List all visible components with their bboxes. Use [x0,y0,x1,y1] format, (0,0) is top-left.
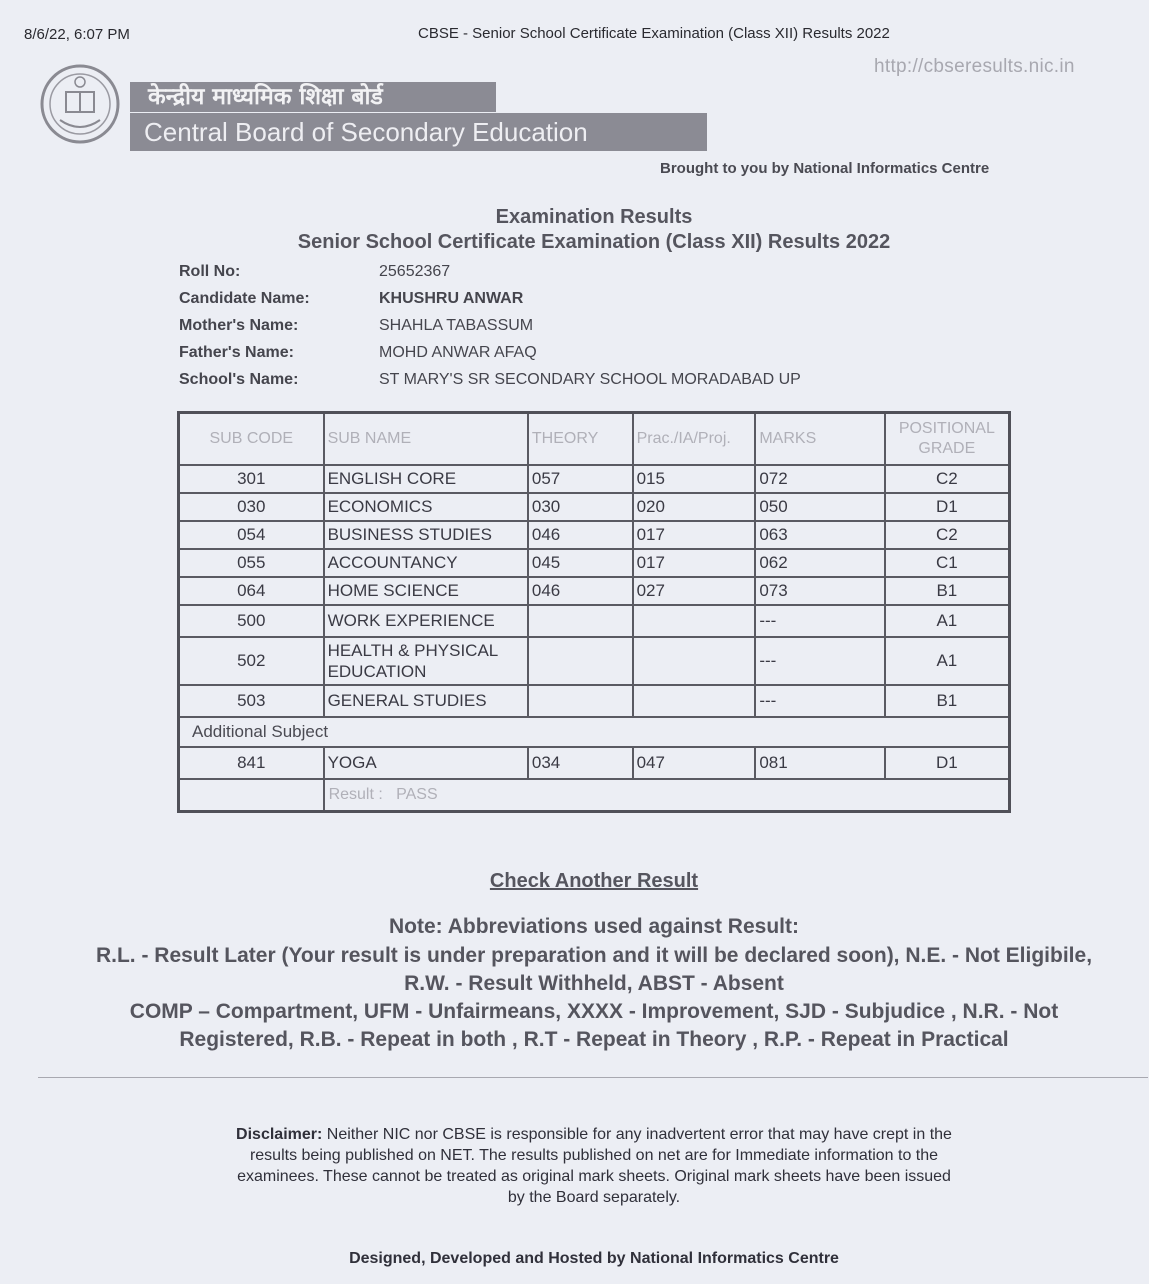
exam-results-heading: Examination Results [495,206,693,228]
disclaimer [170,1124,1018,1208]
exam-subtitle: Senior School Certificate Examination (Class XII) Results 2022 [297,231,891,253]
sub-name: YOGA [324,747,528,779]
theory-marks: 030 [528,493,633,521]
brought-by-text: Brought to you by National Informatics Centre [660,160,990,177]
table-row [179,747,1010,779]
sub-code: 064 [179,577,324,605]
sub-name: ECONOMICS [324,493,528,521]
prac-marks: 020 [633,493,756,521]
theory-marks: 046 [528,521,633,549]
sub-code: 500 [179,605,324,637]
sub-name: BUSINESS STUDIES [324,521,528,549]
header-sub-code: SUB CODE [179,413,324,466]
cbse-emblem-icon [38,62,122,146]
positional-grade: B1 [885,577,1010,605]
note-line-2: R.W. - Result Withheld, ABST - Absent [404,972,784,995]
sub-name: ACCOUNTANCY [324,549,528,577]
additional-subject-row [179,717,1010,747]
table-row [179,549,1010,577]
print-title: CBSE - Senior School Certificate Examination (Class XII) Results 2022 [418,25,890,42]
print-date: 8/6/22, 6:07 PM [24,26,130,43]
table-row [179,605,1010,637]
table-row [179,637,1010,685]
mother-name-value: SHAHLA TABASSUM [379,317,534,334]
total-marks: 050 [755,493,884,521]
candidate-name-value: KHUSHRU ANWAR [379,290,524,307]
sub-code: 301 [179,465,324,493]
header-marks: MARKS [755,413,884,466]
result-empty-cell [179,779,324,812]
roll-value: 25652367 [379,263,451,280]
theory-marks: 057 [528,465,633,493]
sub-code: 055 [179,549,324,577]
prac-marks: 047 [633,747,756,779]
prac-marks [633,685,756,717]
header-sub-name: SUB NAME [324,413,528,466]
note-line-3: COMP – Compartment, UFM - Unfairmeans, XXXX - Improvement, SJD - Subjudice , N.R. - Not [129,1000,1059,1023]
theory-marks [528,685,633,717]
header-prac: Prac./IA/Proj. [633,413,756,466]
sub-name-line1: HEALTH & PHYSICAL [327,641,499,660]
mother-name-label: Mother's Name: [179,317,299,334]
results-table [177,411,1011,813]
result-row [179,779,1010,812]
site-url-link[interactable]: http://cbseresults.nic.in [874,56,1075,77]
note-line-4: Registered, R.B. - Repeat in both , R.T - Repeat in Theory , R.P. - Repeat in Practical [179,1028,1009,1051]
prac-marks: 015 [633,465,756,493]
total-marks: --- [755,685,884,717]
positional-grade: A1 [885,605,1010,637]
total-marks: --- [755,605,884,637]
divider [38,1077,1148,1078]
header-grade [885,413,1010,466]
additional-subject-label: Additional Subject [179,717,1010,747]
sub-name: WORK EXPERIENCE [324,605,528,637]
table-row [179,493,1010,521]
banner-hindi-title: केन्द्रीय माध्यमिक शिक्षा बोर्ड [130,82,496,112]
prac-marks: 017 [633,549,756,577]
school-name-value: ST MARY'S SR SECONDARY SCHOOL MORADABAD UP [379,371,801,388]
candidate-name-label: Candidate Name: [179,290,310,307]
sub-code: 841 [179,747,324,779]
positional-grade: C2 [885,465,1010,493]
table-row [179,685,1010,717]
father-name-label: Father's Name: [179,344,294,361]
prac-marks: 017 [633,521,756,549]
sub-code: 503 [179,685,324,717]
note-line-1: R.L. - Result Later (Your result is under preparation and it will be declared soon), N.E. - Not Eligibile, [95,944,1093,967]
sub-name: ENGLISH CORE [324,465,528,493]
table-row [179,465,1010,493]
father-name-value: MOHD ANWAR AFAQ [379,344,537,361]
total-marks: --- [755,637,884,685]
table-row [179,577,1010,605]
positional-grade: C2 [885,521,1010,549]
sub-code: 030 [179,493,324,521]
disclaimer-text-3: examinees. These cannot be treated as original mark sheets. Original mark sheets have been issued [237,1168,951,1185]
total-marks: 072 [755,465,884,493]
banner-english-title: Central Board of Secondary Education [130,113,707,151]
roll-label: Roll No: [179,263,241,280]
header-grade-line1: POSITIONAL [898,420,995,437]
sub-code: 054 [179,521,324,549]
total-marks: 073 [755,577,884,605]
theory-marks [528,637,633,685]
school-name-label: School's Name: [179,371,299,388]
disclaimer-text-1: Neither NIC nor CBSE is responsible for any inadvertent error that may have crept in the [322,1126,952,1143]
footer-credit: Designed, Developed and Hosted by National Informatics Centre [349,1250,839,1267]
positional-grade: D1 [885,493,1010,521]
check-another-result-link[interactable]: Check Another Result [489,870,699,892]
total-marks: 081 [755,747,884,779]
result-status: Result : PASS [324,779,1010,812]
total-marks: 062 [755,549,884,577]
disclaimer-text-4: by the Board separately. [507,1189,681,1206]
sub-name: GENERAL STUDIES [324,685,528,717]
theory-marks: 046 [528,577,633,605]
sub-name-line2: EDUCATION [327,662,427,681]
header-grade-line2: GRADE [918,440,976,457]
table-header-row [179,413,1010,466]
sub-code: 502 [179,637,324,685]
theory-marks [528,605,633,637]
positional-grade: B1 [885,685,1010,717]
positional-grade: D1 [885,747,1010,779]
positional-grade: C1 [885,549,1010,577]
header-theory: THEORY [528,413,633,466]
prac-marks [633,637,756,685]
sub-name: HOME SCIENCE [324,577,528,605]
prac-marks [633,605,756,637]
theory-marks: 045 [528,549,633,577]
theory-marks: 034 [528,747,633,779]
total-marks: 063 [755,521,884,549]
note-title: Note: Abbreviations used against Result: [389,915,799,938]
disclaimer-label: Disclaimer: [236,1126,323,1143]
sub-name [324,637,528,685]
prac-marks: 027 [633,577,756,605]
disclaimer-text-2: results being published on NET. The results published on net are for Immediate information to the [249,1147,939,1164]
positional-grade: A1 [885,637,1010,685]
table-row [179,521,1010,549]
